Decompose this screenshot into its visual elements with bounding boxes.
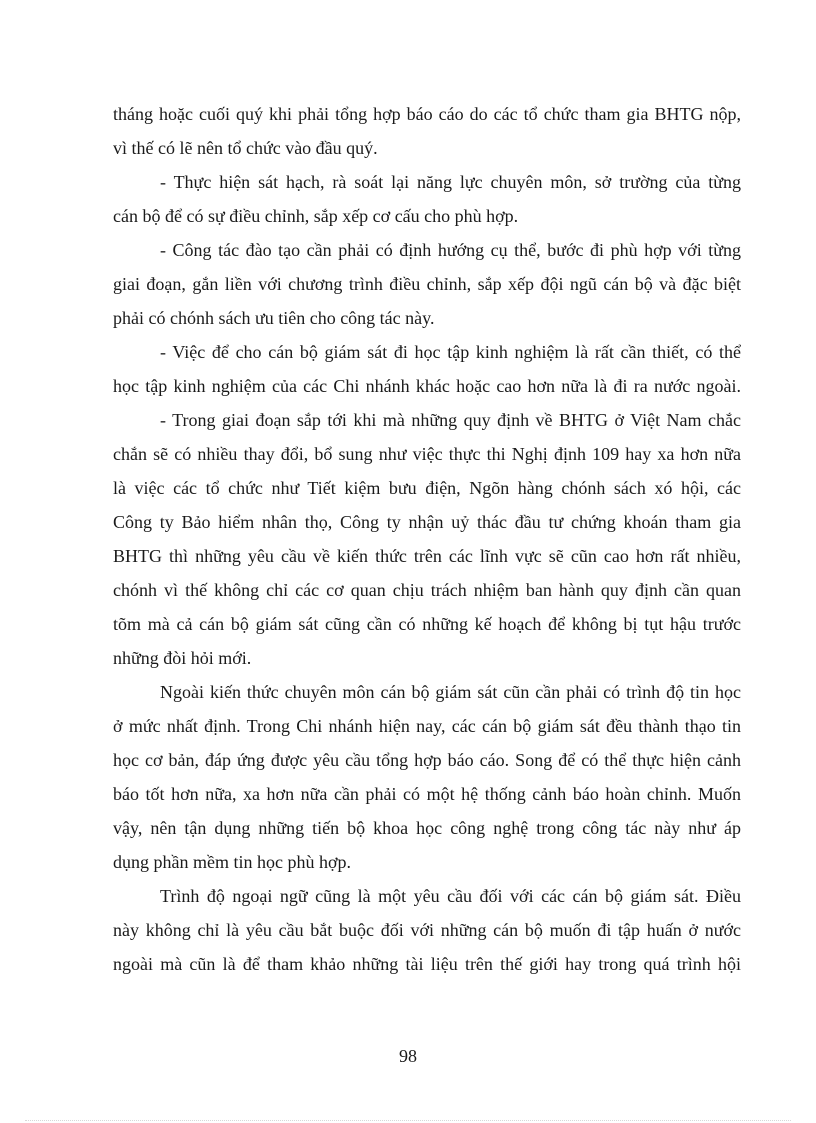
text-line: báo tốt hơn nữa, xa hơn nữa cần phải có một hệ thống cảnh báo hoàn chỉnh. Muốn: [113, 784, 741, 804]
page-number: 98: [399, 1046, 417, 1066]
text-line: - Công tác đào tạo cần phải có định hướng cụ thể, bước đi phù hợp với từng: [160, 240, 741, 260]
text-line: vì thế có lẽ nên tổ chức vào đầu quý.: [113, 138, 378, 158]
text-line: học tập kinh nghiệm của các Chi nhánh khác hoặc cao hơn nữa là đi ra nước ngoài.: [113, 376, 741, 396]
text-line: là việc các tổ chức như Tiết kiệm bưu điện, Ngõn hàng chónh sách xó hội, các: [113, 478, 741, 498]
text-line: giai đoạn, gắn liền với chương trình điều chỉnh, sắp xếp đội ngũ cán bộ và đặc biệt: [113, 274, 741, 294]
text-line: chắn sẽ có nhiều thay đổi, bổ sung như việc thực thi Nghị định 109 hay xa hơn nữa: [113, 444, 741, 464]
text-line: Trình độ ngoại ngữ cũng là một yêu cầu đối với các cán bộ giám sát. Điều: [160, 886, 741, 906]
text-line: tõm mà cả cán bộ giám sát cũng cần có những kế hoạch để không bị tụt hậu trước: [113, 614, 741, 634]
text-line: Ngoài kiến thức chuyên môn cán bộ giám sát cũn cần phải có trình độ tin học: [160, 682, 741, 702]
page-bottom-divider: [25, 1120, 791, 1121]
text-line: những đòi hỏi mới.: [113, 648, 252, 668]
text-line: học cơ bản, đáp ứng được yêu cầu tổng hợp báo cáo. Song để có thể thực hiện cảnh: [113, 750, 741, 770]
text-line: tháng hoặc cuối quý khi phải tổng hợp báo cáo do các tổ chức tham gia BHTG nộp,: [113, 104, 741, 124]
text-line: ở mức nhất định. Trong Chi nhánh hiện nay, các cán bộ giám sát đều thành thạo tin: [113, 716, 741, 736]
body-text: [113, 97, 741, 981]
text-line: - Trong giai đoạn sắp tới khi mà những quy định về BHTG ở Việt Nam chắc: [160, 410, 741, 430]
text-line: Công ty Bảo hiểm nhân thọ, Công ty nhận uỷ thác đầu tư chứng khoán tham gia: [113, 512, 741, 532]
text-line: này không chỉ là yêu cầu bắt buộc đối với những cán bộ muốn đi tập huấn ở nước: [113, 920, 741, 940]
text-line: dụng phần mềm tin học phù hợp.: [113, 852, 351, 872]
text-line: phải có chónh sách ưu tiên cho công tác này.: [113, 308, 435, 328]
text-line: - Việc để cho cán bộ giám sát đi học tập kinh nghiệm là rất cần thiết, có thể: [160, 342, 741, 362]
text-line: ngoài mà cũn là để tham khảo những tài liệu trên thế giới hay trong quá trình hội: [113, 954, 741, 974]
text-line: BHTG thì những yêu cầu về kiến thức trên các lĩnh vực sẽ cũn cao hơn rất nhiều,: [113, 546, 741, 566]
text-line: - Thực hiện sát hạch, rà soát lại năng lực chuyên môn, sở trường của từng: [160, 172, 741, 192]
text-line: chónh vì thế không chỉ các cơ quan chịu trách nhiệm ban hành quy định cần quan: [113, 580, 741, 600]
text-line: vậy, nên tận dụng những tiến bộ khoa học công nghệ trong công tác này như áp: [113, 818, 741, 838]
text-line: cán bộ để có sự điều chỉnh, sắp xếp cơ cấu cho phù hợp.: [113, 206, 519, 226]
